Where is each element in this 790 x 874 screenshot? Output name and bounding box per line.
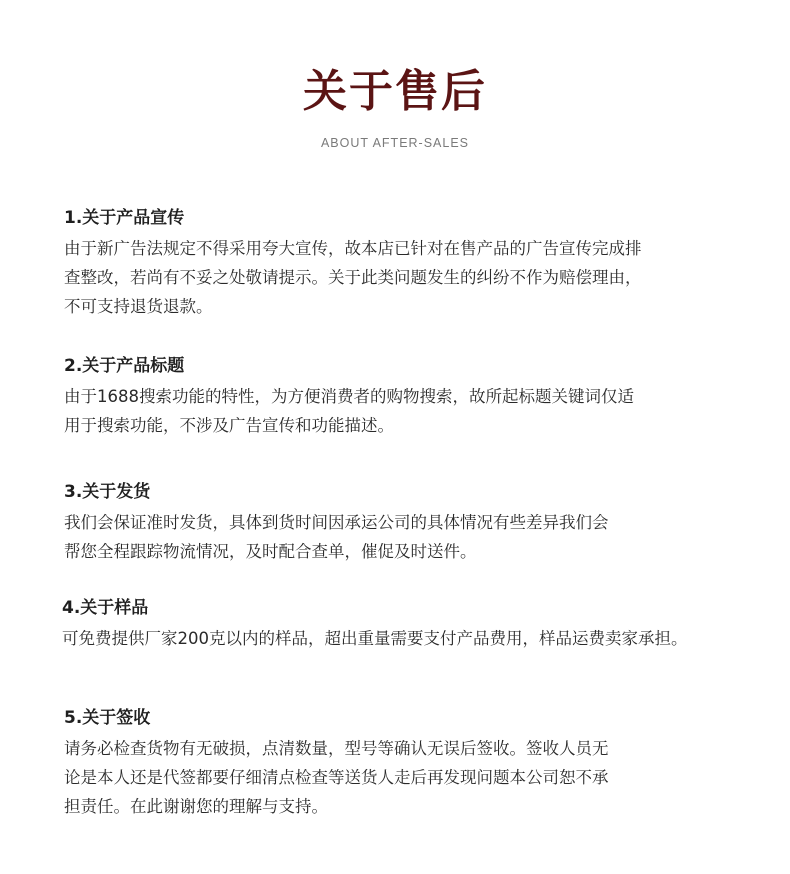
body-line: 请务必检查货物有无破损，点清数量，型号等确认无误后签收。签收人员无 bbox=[64, 739, 609, 758]
body-line: 论是本人还是代签都要仔细清点检查等送货人走后再发现问题本公司恕不承 bbox=[64, 768, 609, 787]
section-body bbox=[64, 234, 776, 321]
body-line: 担责任。在此谢谢您的理解与支持。 bbox=[64, 797, 328, 816]
body-line: 查整改，若尚有不妥之处敬请提示。关于此类问题发生的纠纷不作为赔偿理由， bbox=[64, 268, 642, 287]
section-heading: 1.关于产品宣传 bbox=[64, 208, 185, 228]
page-subtitle: ABOUT AFTER-SALES bbox=[320, 136, 470, 150]
body-line: 不可支持退货退款。 bbox=[64, 297, 213, 316]
section-receipt bbox=[64, 706, 776, 821]
section-samples bbox=[62, 596, 774, 653]
page-title: 关于售后 bbox=[303, 66, 487, 117]
body-line: 我们会保证准时发货，具体到货时间因承运公司的具体情况有些差异我们会 bbox=[64, 513, 609, 532]
body-line: 由于新广告法规定不得采用夸大宣传，故本店已针对在售产品的广告宣传完成排 bbox=[64, 239, 642, 258]
section-product-promotion bbox=[64, 206, 776, 321]
section-heading: 5.关于签收 bbox=[64, 708, 151, 728]
body-line: 由于1688搜索功能的特性，为方便消费者的购物搜索，故所起标题关键词仅适 bbox=[64, 387, 634, 406]
section-shipping bbox=[64, 480, 776, 566]
section-body bbox=[64, 734, 776, 821]
section-body bbox=[64, 382, 776, 440]
section-heading: 3.关于发货 bbox=[64, 482, 151, 502]
section-heading: 2.关于产品标题 bbox=[64, 356, 185, 376]
body-line: 用于搜索功能，不涉及广告宣传和功能描述。 bbox=[64, 416, 394, 435]
section-body bbox=[62, 624, 774, 653]
body-line: 帮您全程跟踪物流情况，及时配合查单，催促及时送件。 bbox=[64, 542, 477, 561]
section-product-title bbox=[64, 354, 776, 440]
body-line: 可免费提供厂家200克以内的样品，超出重量需要支付产品费用，样品运费卖家承担。 bbox=[62, 629, 688, 648]
section-heading: 4.关于样品 bbox=[62, 598, 149, 618]
section-body bbox=[64, 508, 776, 566]
